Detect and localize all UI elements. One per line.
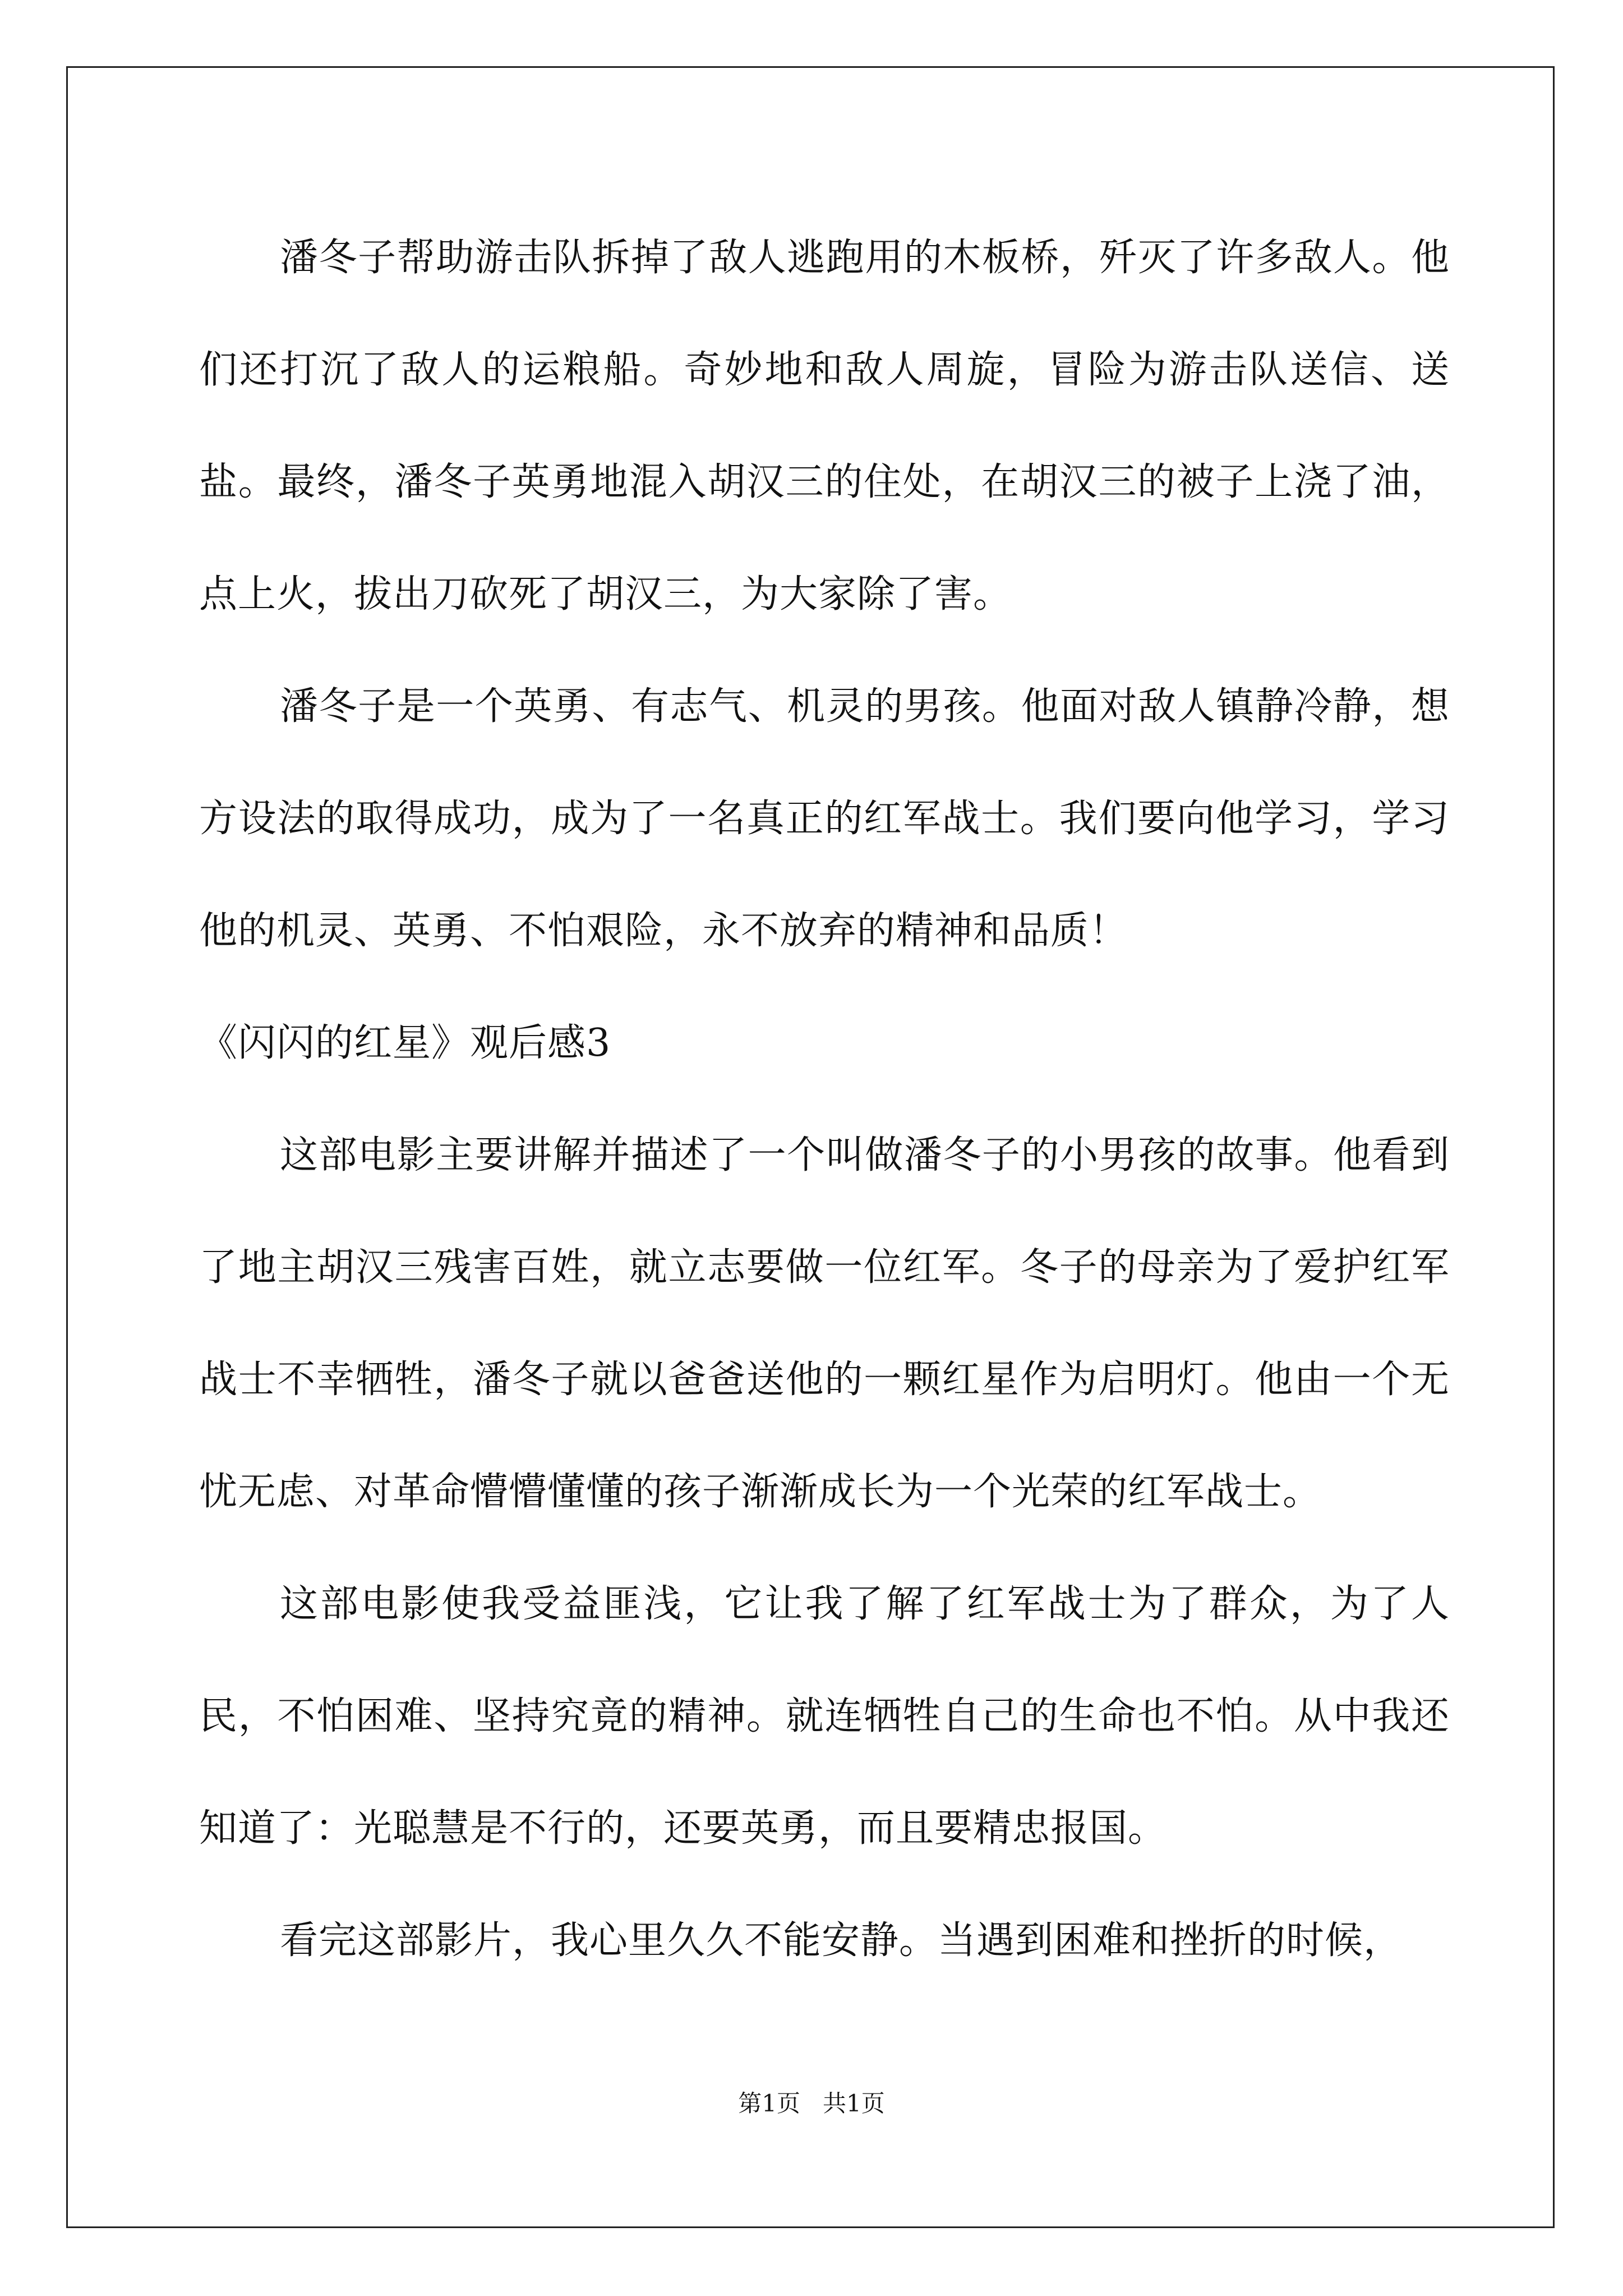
paragraph: 潘冬子帮助游击队拆掉了敌人逃跑用的木板桥，歼灭了许多敌人。他们还打沉了敌人的运粮船。奇妙地和敌人周旋，冒险为游击队送信、送盐。最终，潘冬子英勇地混入胡汉三的住处，在胡汉三的被子上浇了油，点上火，拔出刀砍死了胡汉三，为大家除了害。 [199, 236, 1450, 616]
paragraph: 这部电影使我受益匪浅，它让我了解了红军战士为了群众，为了人民，不怕困难、坚持究竟的精神。就连牺牲自己的生命也不怕。从中我还知道了：光聪慧是不行的，还要英勇，而且要精忠报国。 [199, 1582, 1450, 1851]
page-total: 共1页 [823, 2090, 885, 2117]
paragraph: 潘冬子是一个英勇、有志气、机灵的男孩。他面对敌人镇静冷静，想方设法的取得成功，成为了一名真正的红军战士。我们要向他学习，学习他的机灵、英勇、不怕艰险，永不放弃的精神和品质！ [199, 684, 1450, 953]
page-number: 第1页 [738, 2090, 800, 2117]
page-footer [0, 2087, 1623, 2120]
paragraph: 这部电影主要讲解并描述了一个叫做潘冬子的小男孩的故事。他看到了地主胡汉三残害百姓，就立志要做一位红军。冬子的母亲为了爱护红军战士不幸牺牲，潘冬子就以爸爸送他的一颗红星作为启明灯。他由一个无忧无虑、对革命懵懵懂懂的孩子渐渐成长为一个光荣的红军战士。 [199, 1133, 1450, 1514]
section-heading: 《闪闪的红星》观后感3 [199, 1021, 611, 1065]
document-body [199, 202, 1450, 1997]
paragraph: 看完这部影片，我心里久久不能安静。当遇到困难和挫折的时候， [280, 1918, 1403, 1963]
